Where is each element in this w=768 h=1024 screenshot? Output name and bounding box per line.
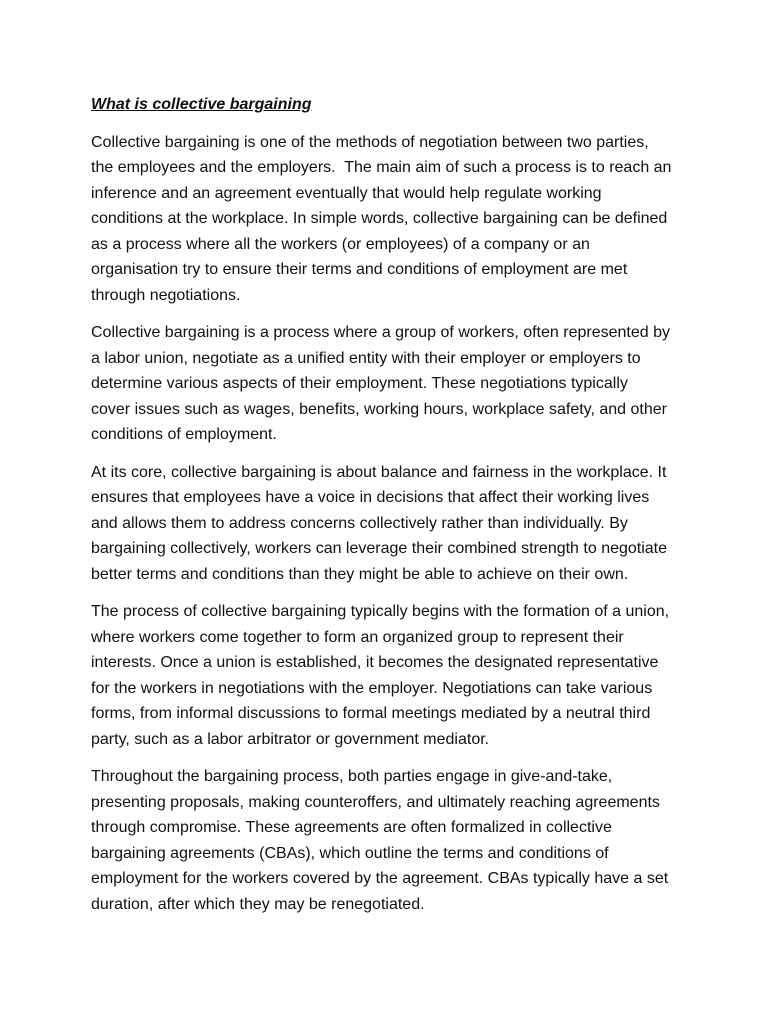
text-line: The process of collective bargaining typically begins with the formation of a union, (91, 603, 670, 620)
text-line: a labor union, negotiate as a unified entity with their employer or employers to (91, 349, 641, 367)
text-line: better terms and conditions than they might be able to achieve on their own. (91, 565, 629, 583)
document-title: What is collective bargaining (91, 96, 312, 113)
text-line: presenting proposals, making counteroffers, and ultimately reaching agreements (91, 793, 660, 811)
text-line: for the workers in negotiations with the employer. Negotiations can take various (91, 679, 653, 697)
text-line: cover issues such as wages, benefits, working hours, workplace safety, and other (91, 400, 667, 418)
text-line: Collective bargaining is a process where a group of workers, often represented by (91, 324, 670, 341)
paragraph-1 (91, 130, 731, 309)
text-line: At its core, collective bargaining is about balance and fairness in the workplace. It (91, 463, 667, 481)
paragraph-2 (91, 320, 731, 448)
text-line: determine various aspects of their employment. These negotiations typically (91, 375, 628, 392)
text-line: conditions at the workplace. In simple words, collective bargaining can be defined (91, 210, 668, 227)
text-line: party, such as a labor arbitrator or government mediator. (91, 730, 490, 748)
text-line: the employees and the employers. The main aim of such a process is to reach an (91, 159, 672, 176)
paragraph-3 (91, 460, 731, 588)
text-line: conditions of employment. (91, 426, 277, 443)
text-line: duration, after which they may be renegotiated. (91, 895, 425, 913)
text-line: bargaining collectively, workers can leverage their combined strength to negotiate (91, 540, 668, 557)
text-line: through compromise. These agreements are often formalized in collective (91, 819, 612, 836)
text-line: where workers come together to form an organized group to represent their (91, 628, 624, 646)
text-line: organisation try to ensure their terms and conditions of employment are met (91, 261, 628, 278)
text-line: inference and an agreement eventually that would help regulate working (91, 184, 602, 202)
text-line: bargaining agreements (CBAs), which outline the terms and conditions of (91, 844, 609, 862)
text-line: through negotiations. (91, 286, 241, 304)
paragraph-5 (91, 764, 731, 917)
text-line: and allows them to address concerns collectively rather than individually. By (91, 514, 628, 532)
text-line: employment for the workers covered by the agreement. CBAs typically have a set (91, 870, 669, 887)
text-line: ensures that employees have a voice in decisions that affect their working lives (91, 489, 650, 506)
text-line: interests. Once a union is established, it becomes the designated representative (91, 654, 659, 671)
text-line: forms, from informal discussions to formal meetings mediated by a neutral third (91, 705, 651, 722)
paragraph-4 (91, 599, 731, 752)
document-page (91, 92, 731, 929)
text-line: Collective bargaining is one of the methods of negotiation between two parties, (91, 133, 649, 151)
text-line: Throughout the bargaining process, both parties engage in give-and-take, (91, 768, 613, 785)
text-line: as a process where all the workers (or employees) of a company or an (91, 235, 590, 253)
